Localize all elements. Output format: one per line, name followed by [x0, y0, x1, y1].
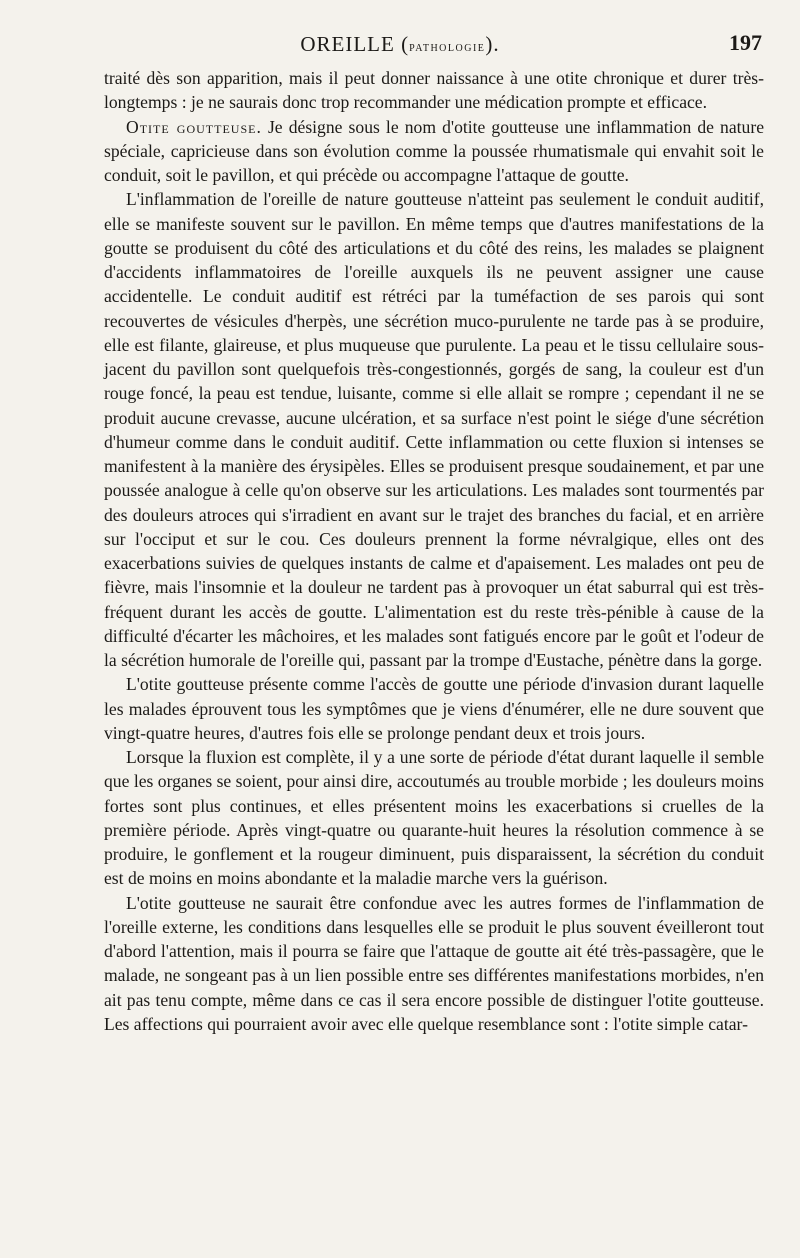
running-title-close: ).	[485, 32, 500, 56]
paragraph: L'otite goutteuse présente comme l'accès de goutte une période d'invasion durant laquelle les malades éprouvent tous les symptômes que je viens d'énumérer, elle ne dure souvent que vingt-quatre heures, d'autres fois elle se prolonge pendant deux et trois jours.	[104, 674, 764, 743]
body-text	[104, 66, 764, 1036]
section-heading: Otite goutteuse.	[126, 116, 262, 137]
paragraph-otite-goutteuse	[104, 115, 764, 188]
paragraph-text: Je désigne sous le nom d'otite goutteuse une inflammation de nature spéciale, capricieuse dans son évolution comme la poussée rhumatismale qui envahit soit le conduit, soit le pavillon, et qui précède ou accompagne l'attaque de goutte.	[104, 116, 765, 185]
running-title-main: OREILLE (	[300, 32, 410, 56]
paragraph: L'otite goutteuse ne saurait être confondue avec les autres formes de l'inflammation de l'oreille externe, les conditions dans lesquelles elle se produit le plus souvent éveilleront tout d'abord l'attention, mais il pourra se faire que l'attaque de goutte ait été très-passagère, que le malade, ne songeant pas à un lien possible entre ses différentes manifestations morbides, n'en ait pas tenu compte, même dans ce cas il sera encore possible de distinguer l'otite goutteuse. Les affections qui pourraient avoir avec elle quelque resemblance sont : l'otite simple catar-	[104, 892, 764, 1034]
paragraph: L'inflammation de l'oreille de nature goutteuse n'atteint pas seulement le conduit auditif, elle se manifeste souvent sur le pavillon. En même temps que d'autres manifestations de la goutte se produisent du côté des articulations et du côté des reins, les malades se plaignent d'accidents inflammatoires de l'oreille auxquels ils ne peuvent assigner une cause accidentelle. Le conduit auditif est rétréci par la tuméfaction de ses parois qui sont recouvertes de vésicules d'herpès, une sécrétion muco-purulente ne tarde pas à se produire, elle est filante, glaireuse, et plus muqueuse que purulente. La peau et le tissu cellulaire sous-jacent du pavillon sont quelquefois très-congestionnés, gorgés de sang, la couleur est d'un rouge foncé, la peau est tendue, luisante, comme si elle allait se rompre ; cependant il ne se produit aucune crevasse, aucune ulcération, et sa surface n'est point le siége d'une sécrétion d'humeur comme dans le conduit auditif. Cette inflammation ou cette fluxion si intenses se manifestent à la manière des érysipèles. Elles se produisent presque soudainement, et par une poussée analogue à celle qu'on observe sur les articulations. Les malades sont tourmentés par des douleurs atroces qui s'irradient en avant sur le trajet des branches du facial, et en arrière sur l'occiput et sur le cou. Ces douleurs prennent la forme névralgique, elles ont des exacerbations suivies de quelques instants de calme et d'apaisement. Les malades ont peu de fièvre, mais l'insomnie et la douleur ne tardent pas à provoquer un état saburral qui est très-fréquent durant les accès de goutte. L'alimentation est du reste très-pénible à cause de la difficulté d'écarter les mâchoires, et les malades sont fatigués encore par le goût et l'odeur de la sécrétion humorale de l'oreille qui, passant par la trompe d'Eustache, pénètre dans la gorge.	[104, 189, 764, 670]
page-header	[0, 26, 800, 56]
page-number: 197	[729, 30, 762, 55]
running-subtitle: pathologie	[409, 40, 486, 55]
paragraph: Lorsque la fluxion est complète, il y a une sorte de période d'état durant laquelle il semble que les organes se soient, pour ainsi dire, accoutumés au trouble morbide ; les douleurs moins fortes sont plus continues, et elles présentent moins les exacerbations si cruelles de la première période. Après vingt-quatre ou quarante-huit heures la résolution commence à se produire, le gonflement et la rougeur diminuent, puis disparaissent, la sécrétion du conduit est de moins en moins abondante et la maladie marche vers la guérison.	[104, 747, 764, 889]
running-title	[0, 32, 800, 57]
paragraph-continued: traité dès son apparition, mais il peut donner naissance à une otite chronique et durer très-longtemps : je ne saurais donc trop recommander une médication prompte et efficace.	[104, 68, 764, 113]
